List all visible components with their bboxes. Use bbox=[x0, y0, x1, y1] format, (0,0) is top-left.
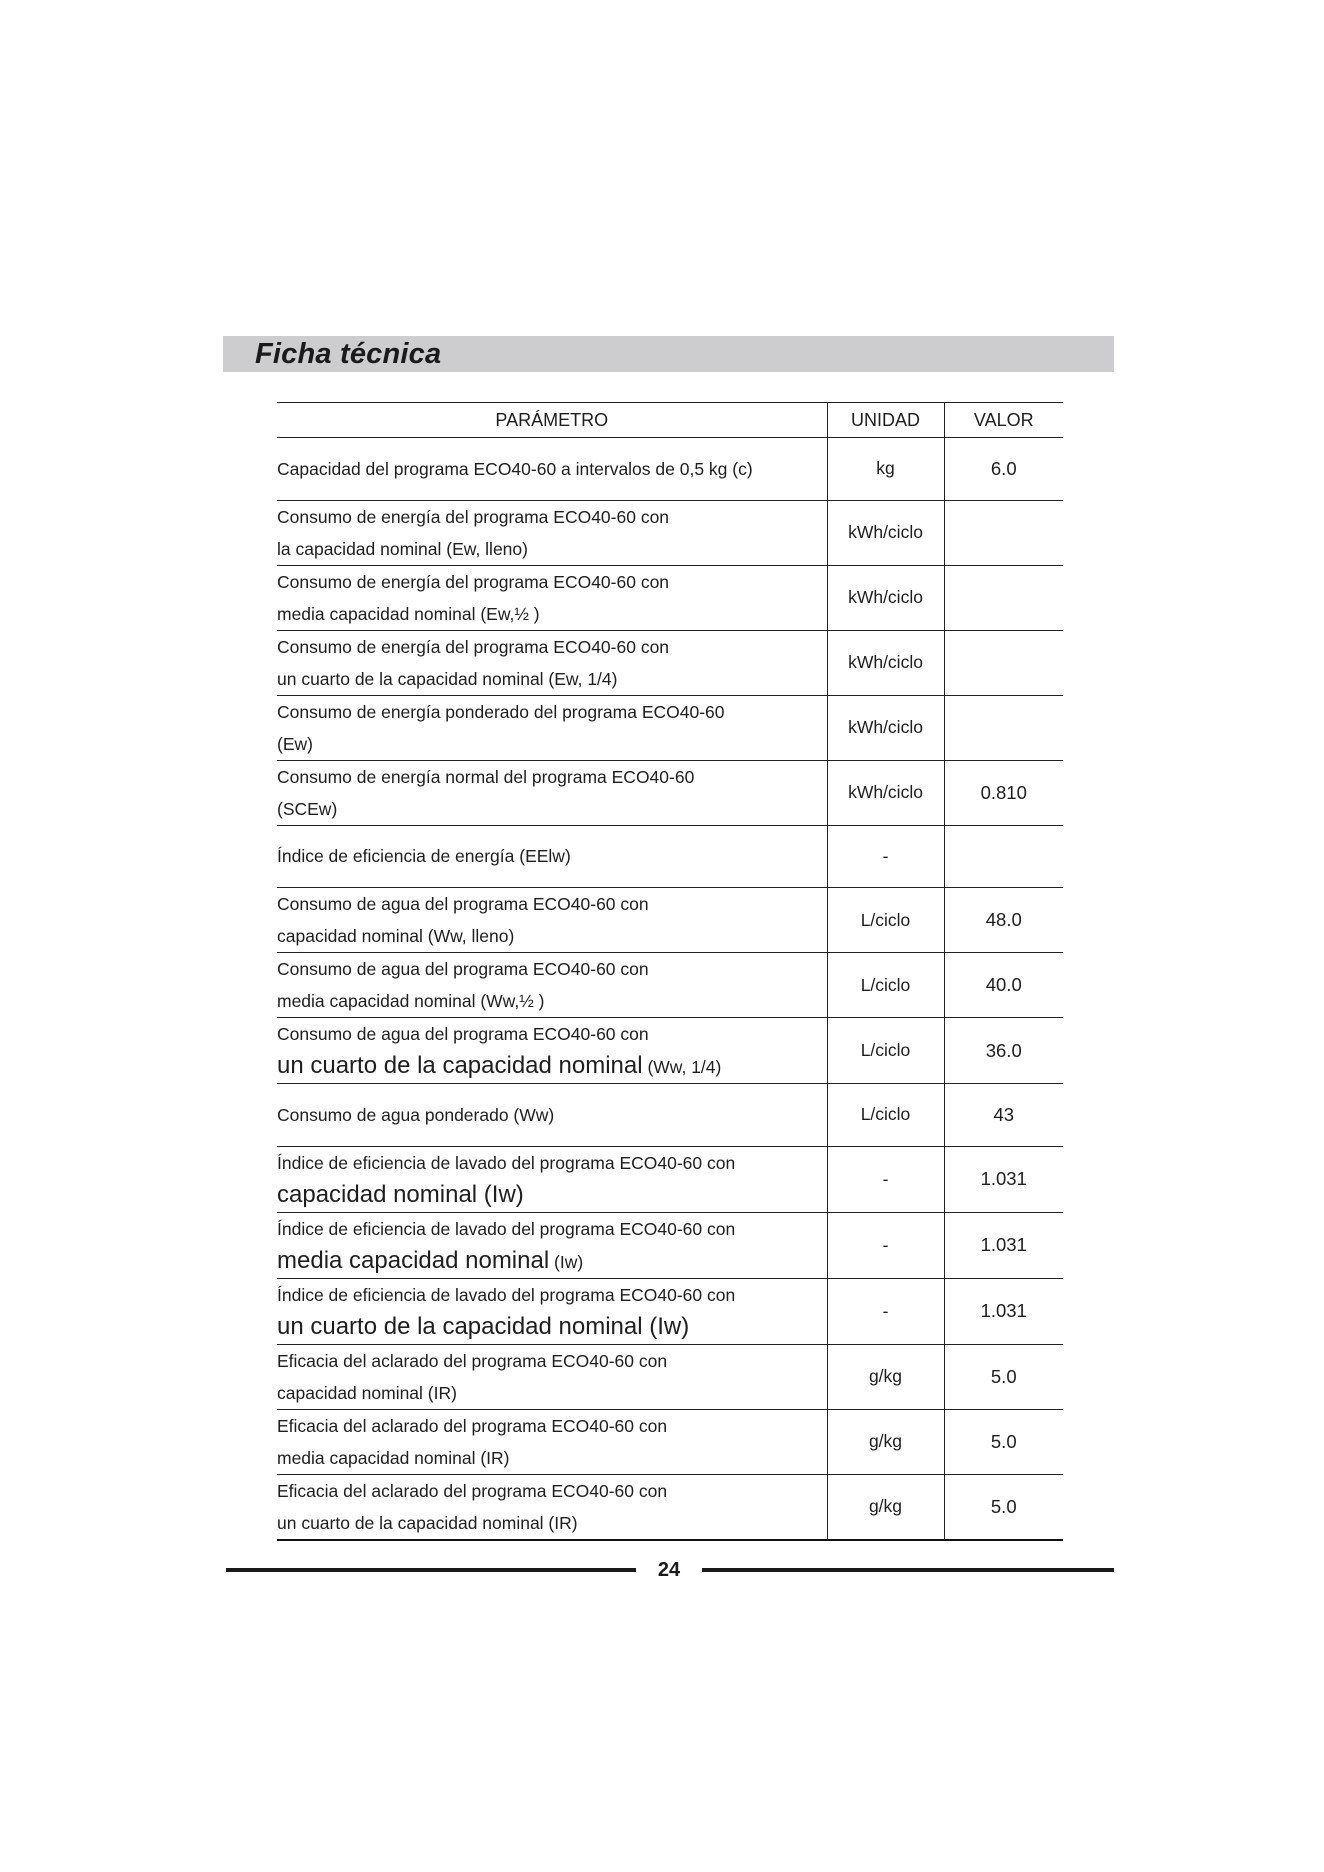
unit-cell: kg bbox=[827, 438, 944, 501]
param-line-2 bbox=[277, 793, 827, 825]
param-line-1: Consumo de agua del programa ECO40-60 con bbox=[277, 1024, 649, 1044]
param-line-2-text: capacidad nominal (Ww, lleno) bbox=[277, 926, 515, 946]
unit-cell: L/ciclo bbox=[827, 953, 944, 1018]
unit-cell: kWh/ciclo bbox=[827, 760, 944, 825]
value-cell: 48.0 bbox=[944, 888, 1063, 953]
table-row bbox=[277, 1146, 1063, 1212]
table-row bbox=[277, 630, 1063, 695]
table-row bbox=[277, 1212, 1063, 1278]
table-row bbox=[277, 500, 1063, 565]
table-row bbox=[277, 1409, 1063, 1474]
param-cell bbox=[277, 1212, 827, 1278]
table-row bbox=[277, 438, 1063, 501]
param-line-1: Consumo de energía ponderado del programa ECO40-60 bbox=[277, 701, 725, 722]
param-cell bbox=[277, 1146, 827, 1212]
table-row bbox=[277, 1278, 1063, 1344]
unit-cell: - bbox=[827, 1212, 944, 1278]
unit-cell: g/kg bbox=[827, 1409, 944, 1474]
table-row bbox=[277, 953, 1063, 1018]
footer-rule-right bbox=[702, 1568, 1114, 1572]
param-line-2-large-text: capacidad nominal (Iw) bbox=[277, 1180, 524, 1208]
param-line-2 bbox=[277, 1442, 827, 1474]
param-cell bbox=[277, 565, 827, 630]
param-line-2-text: (Ew) bbox=[277, 733, 313, 754]
value-cell: 40.0 bbox=[944, 953, 1063, 1018]
unit-cell: - bbox=[827, 1278, 944, 1344]
param-line-2 bbox=[277, 663, 827, 695]
unit-cell: g/kg bbox=[827, 1474, 944, 1540]
param-cell bbox=[277, 888, 827, 953]
param-line-1: Eficacia del aclarado del programa ECO40-60 con bbox=[277, 1350, 668, 1371]
param-line-1: Consumo de energía normal del programa ECO40-60 bbox=[277, 766, 695, 787]
value-cell: 1.031 bbox=[944, 1146, 1063, 1212]
param-line-2 bbox=[277, 598, 827, 630]
param-line-1: Índice de eficiencia de lavado del programa ECO40-60 con bbox=[277, 1218, 736, 1239]
table-row bbox=[277, 1084, 1063, 1147]
value-cell: 5.0 bbox=[944, 1409, 1063, 1474]
param-cell bbox=[277, 1474, 827, 1540]
unit-cell: kWh/ciclo bbox=[827, 500, 944, 565]
value-cell bbox=[944, 500, 1063, 565]
param-cell bbox=[277, 438, 827, 501]
section-title: Ficha técnica bbox=[255, 338, 442, 370]
table-row bbox=[277, 1474, 1063, 1540]
unit-cell: - bbox=[827, 1146, 944, 1212]
param-cell bbox=[277, 695, 827, 760]
page-number: 24 bbox=[657, 1559, 681, 1581]
param-line-2-suffix: (Ww, 1/4) bbox=[642, 1057, 722, 1077]
table-row bbox=[277, 1018, 1063, 1084]
param-line-2 bbox=[277, 1179, 827, 1212]
param-line-1: Consumo de agua del programa ECO40-60 con bbox=[277, 894, 649, 914]
unit-cell: L/ciclo bbox=[827, 1018, 944, 1084]
table-body bbox=[277, 438, 1063, 1540]
header-unit: UNIDAD bbox=[827, 403, 944, 438]
param-cell bbox=[277, 630, 827, 695]
unit-cell: kWh/ciclo bbox=[827, 695, 944, 760]
param-line-2 bbox=[277, 1507, 827, 1539]
param-line-1: Consumo de agua del programa ECO40-60 con bbox=[277, 959, 649, 979]
param-line-2 bbox=[277, 533, 827, 565]
param-cell bbox=[277, 760, 827, 825]
param-cell bbox=[277, 1278, 827, 1344]
unit-cell: kWh/ciclo bbox=[827, 565, 944, 630]
unit-cell: - bbox=[827, 825, 944, 888]
param-line-2 bbox=[277, 1245, 827, 1278]
unit-cell: g/kg bbox=[827, 1344, 944, 1409]
param-cell bbox=[277, 1344, 827, 1409]
param-line-2-text: media capacidad nominal (Ew,½ ) bbox=[277, 603, 540, 624]
table-row bbox=[277, 695, 1063, 760]
param-line-2-large-text: media capacidad nominal bbox=[277, 1246, 550, 1274]
value-cell: 1.031 bbox=[944, 1212, 1063, 1278]
value-cell: 6.0 bbox=[944, 438, 1063, 501]
param-line-2-suffix: (Iw) bbox=[549, 1251, 584, 1272]
param-cell bbox=[277, 1084, 827, 1147]
param-line-2 bbox=[277, 1377, 827, 1409]
param-line-1: Capacidad del programa ECO40-60 a intervalos de 0,5 kg (c) bbox=[277, 458, 753, 479]
value-cell: 36.0 bbox=[944, 1018, 1063, 1084]
table-row bbox=[277, 825, 1063, 888]
param-cell bbox=[277, 953, 827, 1018]
param-line-1: Eficacia del aclarado del programa ECO40-60 con bbox=[277, 1415, 668, 1436]
unit-cell: L/ciclo bbox=[827, 1084, 944, 1147]
param-line-2-text: la capacidad nominal (Ew, lleno) bbox=[277, 538, 528, 559]
param-line-1: Eficacia del aclarado del programa ECO40-60 con bbox=[277, 1480, 668, 1501]
param-line-2 bbox=[277, 920, 827, 952]
param-cell bbox=[277, 825, 827, 888]
table-row bbox=[277, 565, 1063, 630]
value-cell: 5.0 bbox=[944, 1474, 1063, 1540]
param-cell bbox=[277, 1409, 827, 1474]
value-cell bbox=[944, 565, 1063, 630]
table-row bbox=[277, 1344, 1063, 1409]
param-line-1: Consumo de energía del programa ECO40-60 con bbox=[277, 506, 670, 527]
unit-cell: L/ciclo bbox=[827, 888, 944, 953]
param-line-1: Consumo de energía del programa ECO40-60 con bbox=[277, 636, 670, 657]
value-cell: 1.031 bbox=[944, 1278, 1063, 1344]
header-param: PARÁMETRO bbox=[277, 403, 827, 438]
param-line-2 bbox=[277, 728, 827, 760]
param-line-2-text: capacidad nominal (IR) bbox=[277, 1382, 457, 1403]
value-cell: 0.810 bbox=[944, 760, 1063, 825]
header-value: VALOR bbox=[944, 403, 1063, 438]
table-header-row bbox=[277, 403, 1063, 438]
table-row bbox=[277, 888, 1063, 953]
spec-table bbox=[277, 402, 1063, 1541]
param-line-1: Consumo de agua ponderado (Ww) bbox=[277, 1104, 555, 1125]
param-line-2-text: un cuarto de la capacidad nominal (Ew, 1/4) bbox=[277, 668, 618, 689]
param-line-2 bbox=[277, 985, 827, 1017]
unit-cell: kWh/ciclo bbox=[827, 630, 944, 695]
param-line-2-text: media capacidad nominal (IR) bbox=[277, 1447, 510, 1468]
param-line-1: Índice de eficiencia de lavado del programa ECO40-60 con bbox=[277, 1284, 736, 1305]
param-line-2-large-text: un cuarto de la capacidad nominal bbox=[277, 1052, 643, 1079]
param-line-2-text: media capacidad nominal (Ww,½ ) bbox=[277, 991, 545, 1011]
param-line-2-large-text: un cuarto de la capacidad nominal (Iw) bbox=[277, 1312, 690, 1340]
param-line-2-text: (SCEw) bbox=[277, 798, 338, 819]
param-line-2 bbox=[277, 1311, 827, 1344]
value-cell bbox=[944, 695, 1063, 760]
param-line-1: Índice de eficiencia de energía (EElw) bbox=[277, 846, 571, 867]
param-line-2 bbox=[277, 1050, 827, 1083]
param-line-1: Índice de eficiencia de lavado del programa ECO40-60 con bbox=[277, 1152, 736, 1173]
value-cell bbox=[944, 825, 1063, 888]
value-cell bbox=[944, 630, 1063, 695]
param-cell bbox=[277, 1018, 827, 1084]
value-cell: 43 bbox=[944, 1084, 1063, 1147]
value-cell: 5.0 bbox=[944, 1344, 1063, 1409]
param-cell bbox=[277, 500, 827, 565]
footer-rule-left bbox=[226, 1568, 636, 1572]
param-line-2-text: un cuarto de la capacidad nominal (IR) bbox=[277, 1512, 578, 1533]
table-row bbox=[277, 760, 1063, 825]
section-title-band bbox=[223, 336, 1114, 372]
param-line-1: Consumo de energía del programa ECO40-60 con bbox=[277, 571, 670, 592]
